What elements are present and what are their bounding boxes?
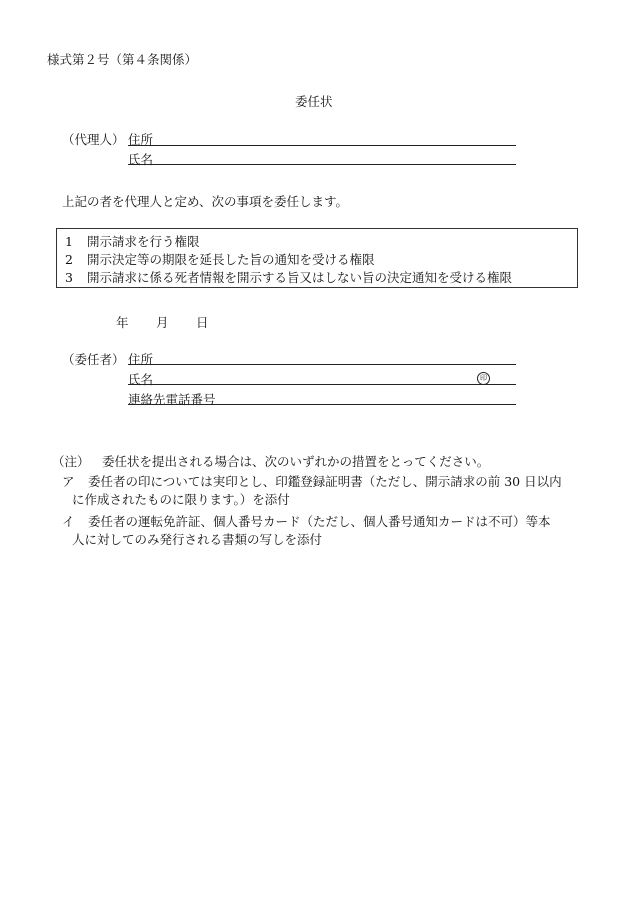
notes-intro: 委任状を提出される場合は、次のいずれかの措置をとってください。 xyxy=(102,454,490,469)
form-number: 様式第２号（第４条関係） xyxy=(47,52,198,67)
date-day: 日 xyxy=(196,315,209,330)
principal-label: （委任者） xyxy=(62,352,125,367)
note-item-text: 人に対してのみ発行される書類の写しを添付 xyxy=(72,532,323,547)
date-month: 月 xyxy=(156,315,169,330)
note-item-text: 委任者の運転免許証、個人番号カード（ただし、個人番号通知カードは不可）等本 xyxy=(88,514,551,529)
seal-mark: 印 xyxy=(477,372,490,385)
agent-label: （代理人） xyxy=(62,132,125,147)
agent-address-line[interactable] xyxy=(128,145,516,146)
agent-address-label: 住所 xyxy=(128,132,154,147)
note-item-mark: イ xyxy=(62,514,75,529)
authority-item: 2 開示決定等の期限を延長した旨の通知を受ける権限 xyxy=(65,252,375,267)
date-year: 年 xyxy=(116,315,129,330)
authorities-box xyxy=(56,228,578,288)
notes-label: （注） xyxy=(52,454,90,469)
principal-name-label: 氏名 xyxy=(128,372,154,387)
note-item-text: 委任者の印については実印とし、印鑑登録証明書（ただし、開示請求の前 30 日以内 xyxy=(88,474,562,489)
agent-name-line[interactable] xyxy=(128,164,516,165)
principal-address-line[interactable] xyxy=(128,364,516,365)
authority-item: 3 開示請求に係る死者情報を開示する旨又はしない旨の決定通知を受ける権限 xyxy=(65,270,513,285)
intro-text: 上記の者を代理人と定め、次の事項を委任します。 xyxy=(62,194,349,209)
authority-item: 1 開示請求を行う権限 xyxy=(65,234,200,249)
document-title: 委任状 xyxy=(295,94,333,109)
principal-phone-line[interactable] xyxy=(128,404,516,405)
principal-phone-label: 連絡先電話番号 xyxy=(128,392,216,407)
note-item-mark: ア xyxy=(62,474,75,489)
principal-name-line[interactable] xyxy=(128,384,516,385)
agent-name-label: 氏名 xyxy=(128,152,154,167)
principal-address-label: 住所 xyxy=(128,352,154,367)
note-item-text: に作成されたものに限ります。）を添付 xyxy=(72,492,290,507)
